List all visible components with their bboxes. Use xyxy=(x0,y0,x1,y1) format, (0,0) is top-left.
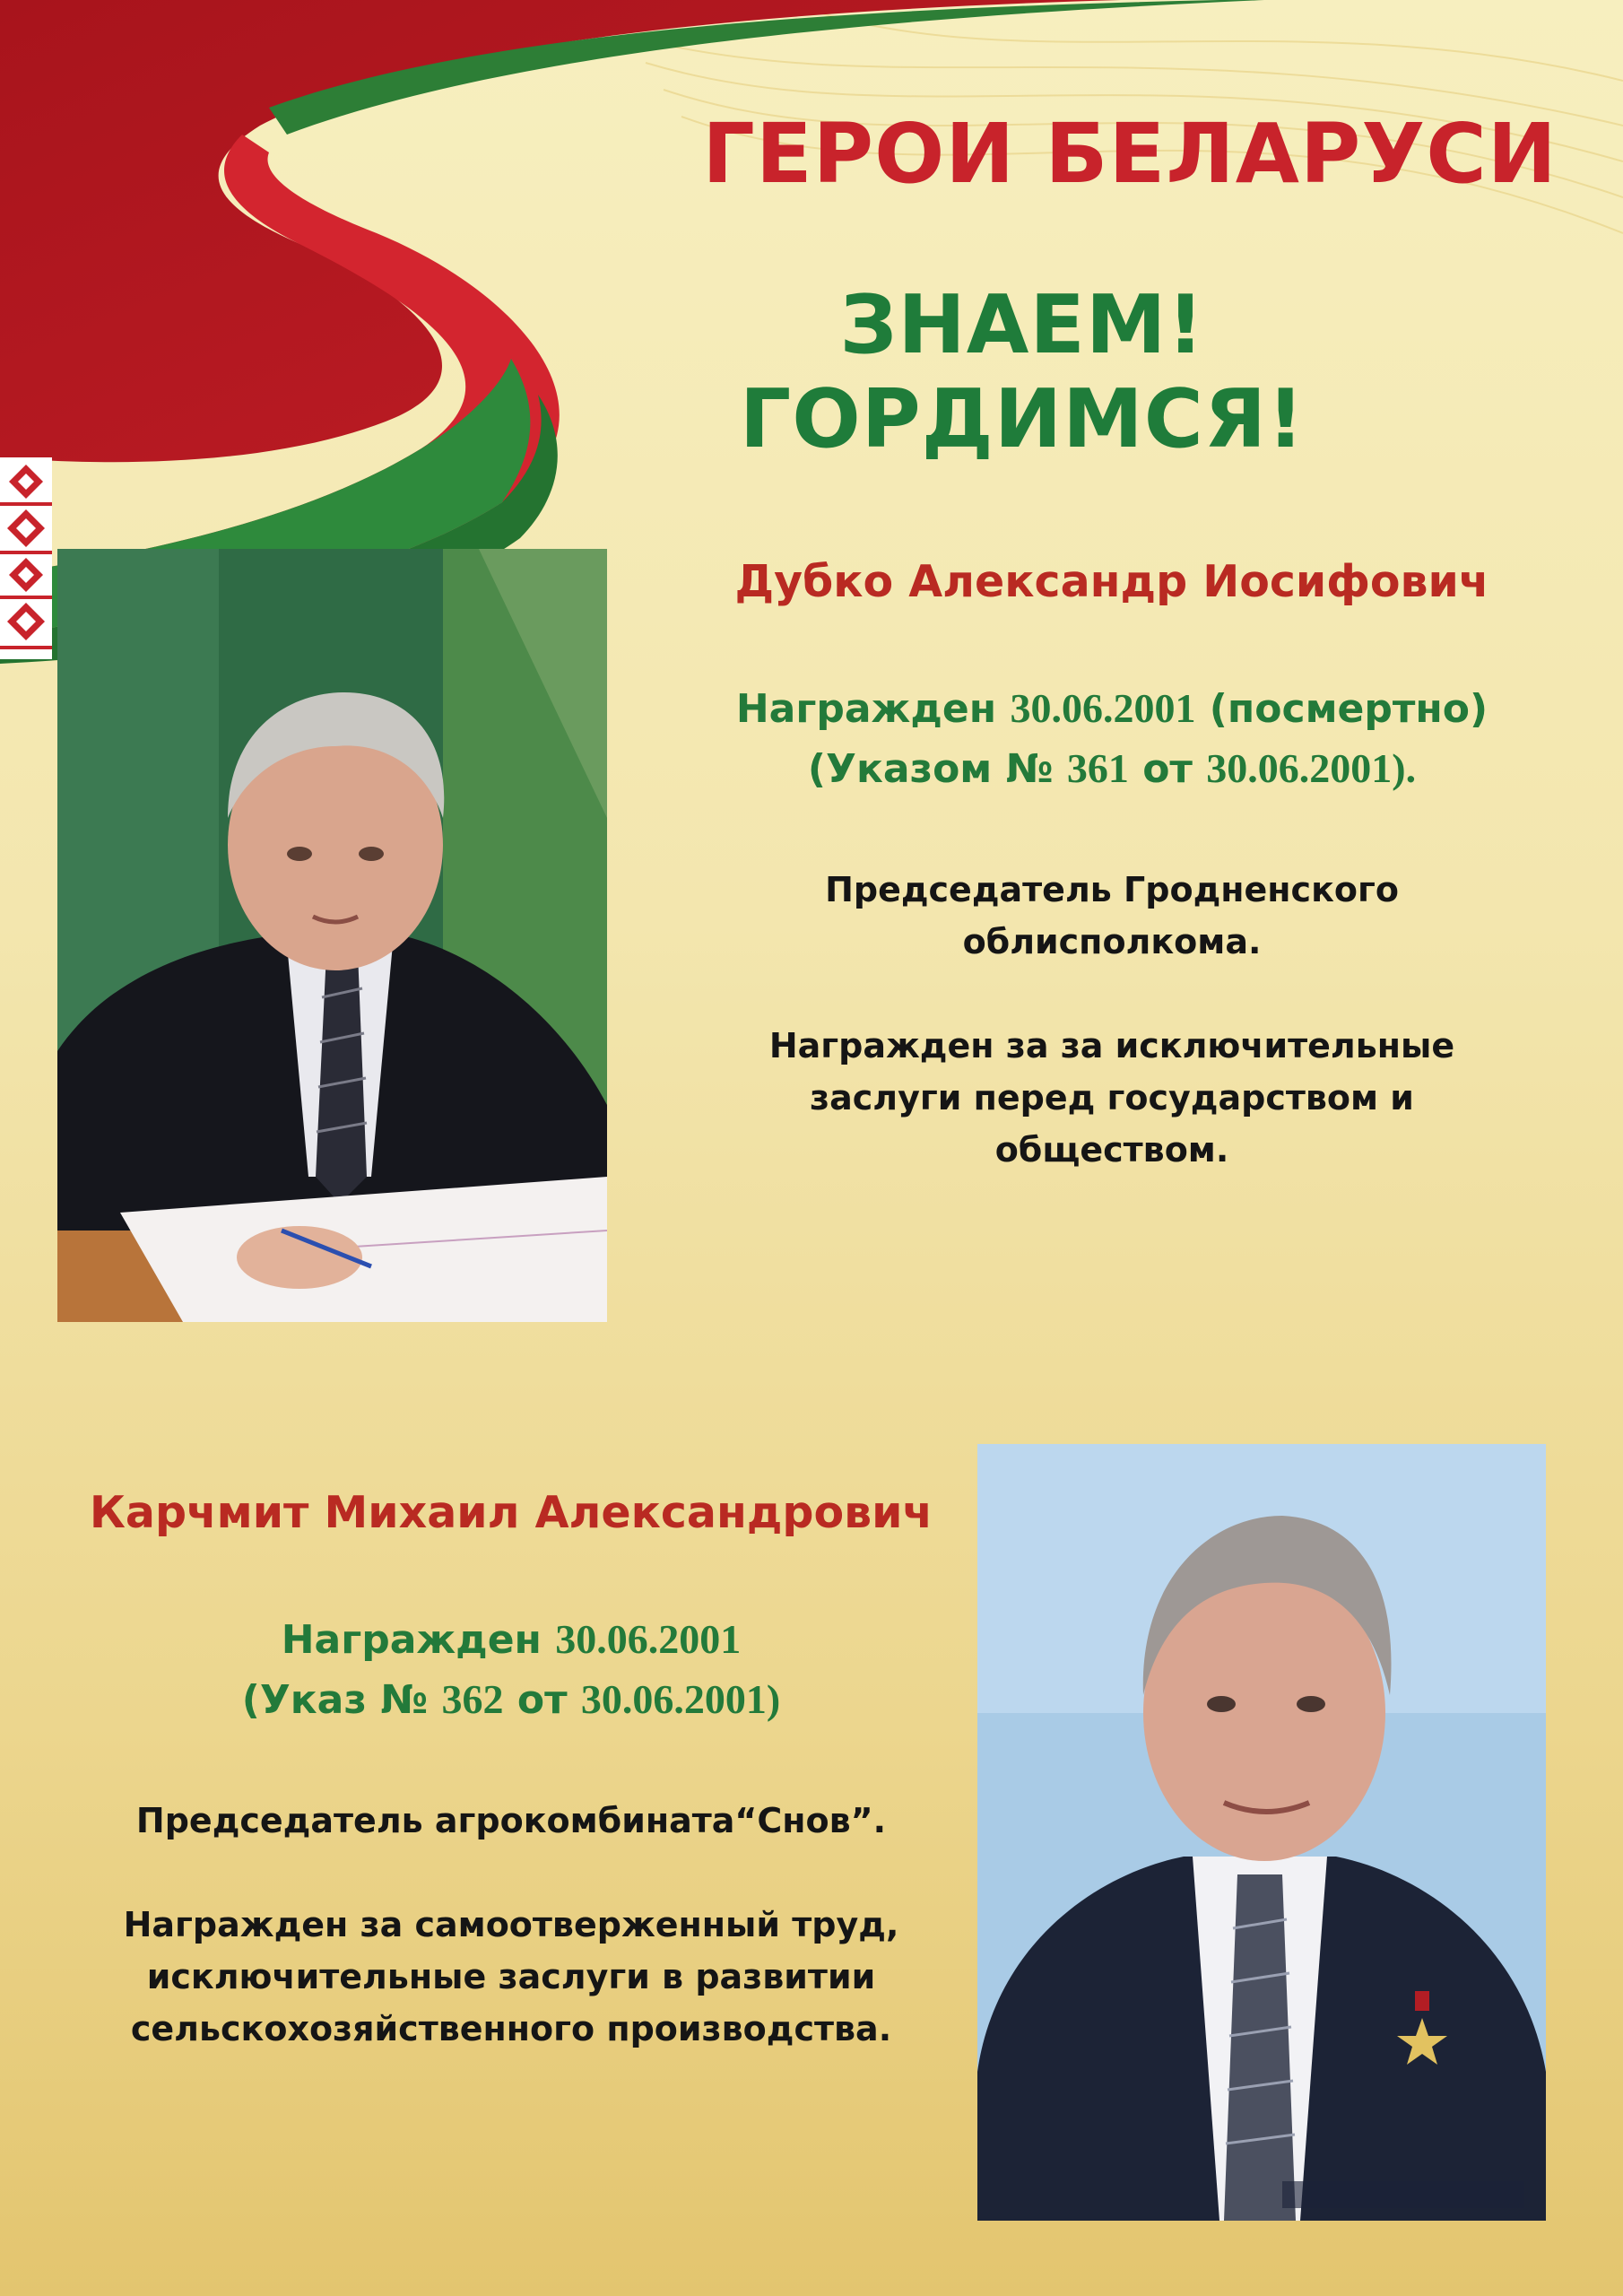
hero-name: Карчмит Михаил Александрович xyxy=(89,1487,933,1538)
position-line: Председатель Гродненского xyxy=(825,870,1399,909)
merit-line: Награжден за самоотверженный труд, xyxy=(123,1905,899,1944)
position-line: облисполкома. xyxy=(962,922,1262,961)
page-title: ГЕРОИ БЕЛАРУСИ xyxy=(702,106,1558,202)
hero-photo-1 xyxy=(57,549,607,1322)
decree-prefix: (Указ № xyxy=(241,1677,429,1723)
decree-number: 362 xyxy=(441,1676,504,1722)
award-date: 30.06.2001 xyxy=(1010,685,1196,731)
page-subtitle: ЗНАЕМ! ГОРДИМСЯ! xyxy=(739,278,1306,466)
ornament-strip xyxy=(0,457,52,659)
hero-photo-2 xyxy=(977,1444,1546,2221)
award-word: Награжден xyxy=(281,1617,542,1663)
merit-line: заслуги перед государством и xyxy=(810,1078,1414,1118)
merit-line: исключительные заслуги в развитии xyxy=(146,1957,876,1996)
hero-block-1 xyxy=(708,556,1515,1176)
award-info xyxy=(708,679,1515,799)
hero-name: Дубко Александр Иосифович xyxy=(734,556,1489,607)
position-line: Председатель агрокомбината“Снов”. xyxy=(135,1801,887,1840)
decree-mid: от xyxy=(516,1677,568,1723)
award-date: 30.06.2001 xyxy=(555,1616,742,1662)
position-text xyxy=(63,1795,959,1847)
award-word: Награжден xyxy=(735,686,997,732)
decree-date: 30.06.2001). xyxy=(1206,745,1417,791)
merit-line: сельскохозяйственного производства. xyxy=(130,2009,892,2048)
award-note: (посмертно) xyxy=(1209,686,1488,732)
merit-text xyxy=(708,1020,1515,1176)
position-text xyxy=(708,864,1515,968)
decree-prefix: (Указом № xyxy=(807,746,1054,792)
merit-line: Награжден за за исключительные xyxy=(768,1026,1455,1065)
award-info xyxy=(63,1610,959,1730)
merit-text xyxy=(63,1899,959,2055)
decree-number: 361 xyxy=(1066,745,1129,791)
merit-line: обществом. xyxy=(994,1130,1229,1170)
decree-mid: от xyxy=(1142,746,1193,792)
hero-block-2 xyxy=(63,1487,959,2055)
decree-date: 30.06.2001) xyxy=(580,1676,781,1722)
